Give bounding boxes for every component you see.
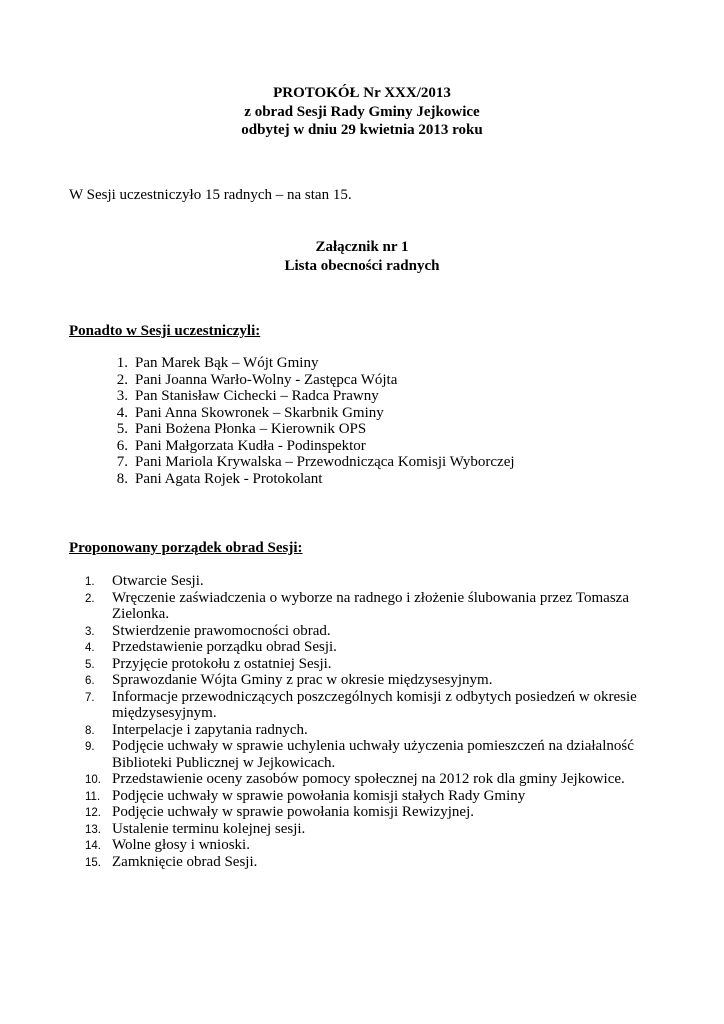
title-line-3: odbytej w dniu 29 kwietnia 2013 roku (241, 122, 483, 138)
list-item-number: 15. (85, 856, 101, 869)
list-item (0, 590, 652, 623)
list-item (0, 804, 652, 821)
list-item-number: 13. (85, 823, 101, 836)
list-item (0, 421, 515, 438)
list-item (0, 722, 652, 739)
list-item (0, 837, 652, 854)
list-item-text: Podjęcie uchwały w sprawie powołania komisji Rewizyjnej. (112, 804, 474, 820)
list-item-number: 8. (116, 470, 128, 487)
list-item-text: Przedstawienie porządku obrad Sesji. (112, 639, 337, 655)
list-item-number: 4. (116, 404, 128, 421)
list-item-text: Przedstawienie oceny zasobów pomocy społecznej na 2012 rok dla gminy Jejkowice. (112, 771, 625, 787)
list-item (0, 639, 652, 656)
list-item-number: 5. (85, 658, 95, 671)
list-item-text: Pani Mariola Krywalska – Przewodnicząca Komisji Wyborczej (135, 454, 515, 470)
list-item-number: 2. (116, 371, 128, 388)
list-item (0, 821, 652, 838)
list-item (0, 788, 652, 805)
list-item-number: 3. (85, 625, 95, 638)
list-item-number: 7. (116, 454, 128, 470)
list-item-text: Informacje przewodniczących poszczególnych komisji z odbytych posiedzeń w okresie międzysesyjnym. (112, 688, 637, 721)
list-item (0, 388, 515, 405)
list-item-text: Pani Joanna Warło-Wolny - Zastępca Wójta (135, 371, 398, 388)
list-item-number: 3. (116, 388, 128, 404)
list-item-text: Wręczenie zaświadczenia o wyborze na radnego i złożenie ślubowania przez Tomasza Zielonka. (112, 589, 629, 622)
list-item-text: Ustalenie terminu kolejnej sesji. (112, 820, 306, 837)
list-item (0, 372, 515, 389)
agenda-heading: Proponowany porządek obrad Sesji: (69, 540, 303, 556)
list-item-number: 8. (85, 724, 95, 737)
list-item-text: Pan Stanisław Cichecki – Radca Prawny (135, 388, 379, 404)
list-item (0, 623, 652, 640)
list-item (0, 672, 652, 689)
list-item-text: Podjęcie uchwały w sprawie uchylenia uchwały użyczenia pomieszczeń na działalność Biblioteki Publicznej w Jejkowicach. (112, 738, 634, 771)
protocol-title (0, 84, 724, 140)
list-item-text: Stwierdzenie prawomocności obrad. (112, 622, 331, 639)
list-item-text: Pani Anna Skowronek – Skarbnik Gminy (135, 404, 384, 421)
list-item-text: Pan Marek Bąk – Wójt Gminy (135, 355, 319, 371)
list-item-text: Wolne głosy i wnioski. (112, 837, 250, 853)
attendance-statement: W Sesji uczestniczyło 15 radnych – na stan 15. (69, 187, 352, 203)
list-item-text: Pani Agata Rojek - Protokolant (135, 470, 323, 487)
annex-line-2: Lista obecności radnych (284, 257, 440, 274)
list-item-number: 6. (116, 437, 128, 454)
list-item (0, 854, 652, 871)
list-item (0, 771, 652, 788)
list-item-number: 1. (116, 355, 128, 371)
list-item-text: Przyjęcie protokołu z ostatniej Sesji. (112, 655, 332, 672)
title-line-1: PROTOKÓŁ Nr XXX/2013 (273, 85, 451, 101)
list-item-number: 2. (85, 592, 95, 605)
list-item-number: 14. (85, 840, 101, 852)
list-item (0, 355, 515, 372)
list-item-text: Interpelacje i zapytania radnych. (112, 721, 308, 738)
list-item-number: 7. (85, 691, 95, 704)
annex-line-1: Załącznik nr 1 (315, 239, 409, 255)
list-item (0, 656, 652, 673)
list-item-number: 5. (116, 421, 128, 437)
annex-heading (0, 238, 724, 275)
list-item-text: Podjęcie uchwały w sprawie powołania komisji stałych Rady Gminy (112, 787, 526, 804)
agenda-list (0, 573, 724, 870)
list-item-number: 10. (85, 774, 101, 786)
title-line-2: z obrad Sesji Rady Gminy Jejkowice (244, 103, 480, 120)
attendees-list (0, 355, 515, 487)
list-item-number: 4. (85, 642, 95, 654)
list-item (0, 689, 652, 722)
list-item (0, 405, 515, 422)
list-item-text: Sprawozdanie Wójta Gminy z prac w okresie międzysesyjnym. (112, 672, 493, 688)
list-item (0, 573, 652, 590)
list-item (0, 438, 515, 455)
list-item (0, 454, 515, 471)
list-item-text: Zamknięcie obrad Sesji. (112, 853, 258, 870)
list-item-number: 9. (85, 741, 95, 753)
list-item-text: Pani Bożena Płonka – Kierownik OPS (135, 421, 367, 437)
list-item-number: 11. (85, 790, 101, 803)
list-item-number: 12. (85, 807, 101, 819)
list-item-number: 6. (85, 675, 95, 687)
list-item (0, 738, 652, 771)
list-item (0, 471, 515, 488)
list-item-number: 1. (85, 576, 95, 588)
attendees-heading: Ponadto w Sesji uczestniczyli: (69, 323, 261, 339)
list-item-text: Otwarcie Sesji. (112, 573, 204, 589)
list-item-text: Pani Małgorzata Kudła - Podinspektor (135, 437, 366, 454)
